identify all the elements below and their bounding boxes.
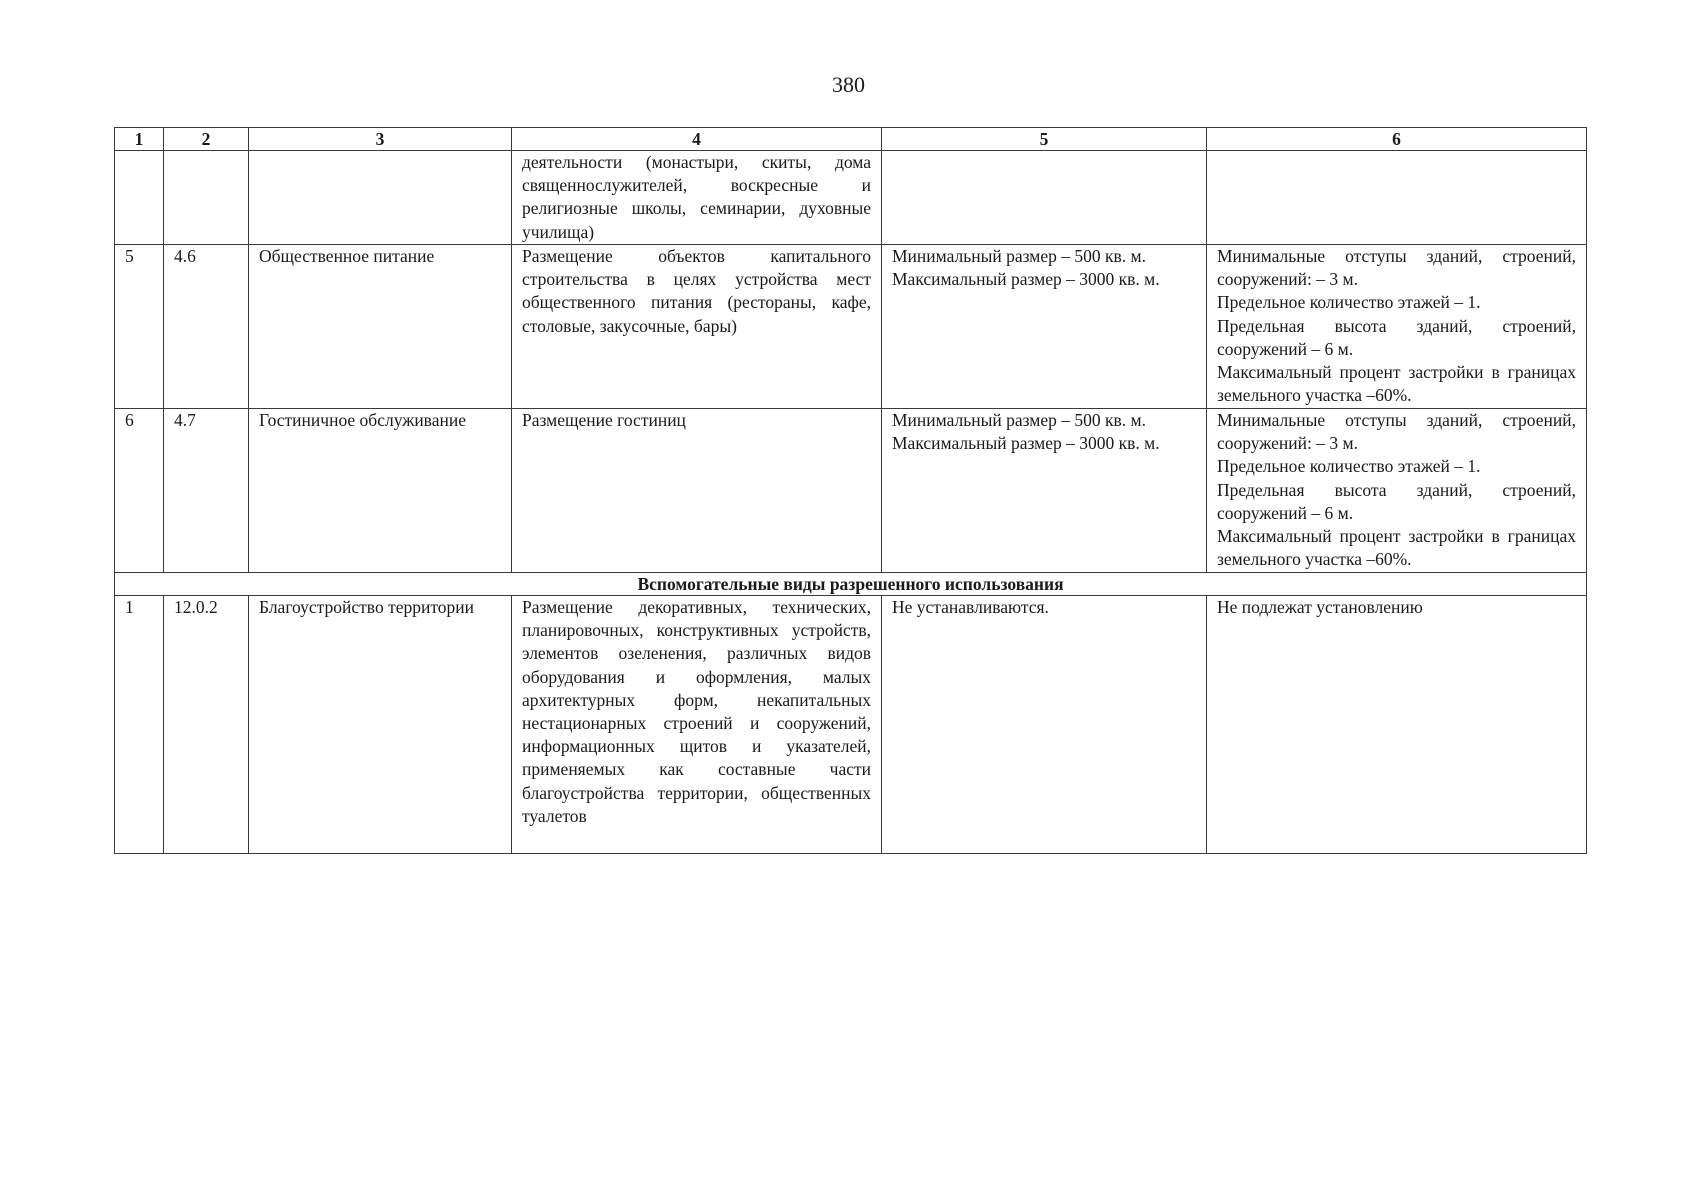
row-params: [1207, 409, 1587, 573]
table-header-row: [115, 128, 1587, 151]
size-line: Максимальный размер – 3000 кв. м.: [892, 433, 1160, 454]
param-line: Максимальный процент застройки в границах земельного участка –60%.: [1217, 362, 1576, 406]
row-params: [1207, 245, 1587, 409]
row-size: [882, 409, 1207, 573]
param-line: Предельная высота зданий, строений, сооружений – 6 м.: [1217, 479, 1576, 523]
row-description: Размещение декоративных, технических, планировочных, конструктивных устройств, элементов озеленения, различных видов оборудования и оформления, малых архитектурных форм, некапитальных нестационарных строений и сооружений, информационных щитов и указателей, применяемых как составные части благоустройства территории, общественных туалетов: [512, 596, 882, 854]
size-line: Не устанавливаются.: [892, 597, 1049, 617]
column-header: 6: [1207, 128, 1587, 151]
column-header: 3: [249, 128, 512, 151]
row-description: Размещение гостиниц: [512, 409, 882, 573]
size-line: Минимальный размер – 500 кв. м.: [892, 410, 1146, 430]
section-row: [115, 573, 1587, 596]
table-row: [115, 596, 1587, 854]
row-params: [1207, 596, 1587, 854]
row-size: [882, 596, 1207, 854]
row-code: 4.6: [164, 245, 249, 409]
row-name: Гостиничное обслуживание: [249, 409, 512, 573]
row-name: Благоустройство территории: [249, 596, 512, 854]
row-params: [1207, 151, 1587, 245]
row-code: 4.7: [164, 409, 249, 573]
column-header: 4: [512, 128, 882, 151]
param-line: Не подлежат установлению: [1217, 597, 1423, 617]
section-title: Вспомогательные виды разрешенного использования: [115, 573, 1587, 596]
param-line: Предельное количество этажей – 1.: [1217, 456, 1481, 477]
page-number: 380: [832, 72, 865, 97]
size-line: Максимальный размер – 3000 кв. м.: [892, 269, 1160, 290]
column-header: 2: [164, 128, 249, 151]
row-size: [882, 151, 1207, 245]
param-line: Предельная высота зданий, строений, сооружений – 6 м.: [1217, 315, 1576, 359]
row-size: [882, 245, 1207, 409]
param-line: Предельное количество этажей – 1.: [1217, 292, 1481, 313]
row-name: Общественное питание: [249, 245, 512, 409]
param-line: Максимальный процент застройки в границах земельного участка –60%.: [1217, 526, 1576, 570]
row-name: [249, 151, 512, 245]
row-description: Размещение объектов капитального строительства в целях устройства мест общественного питания (рестораны, кафе, столовые, закусочные, бары): [512, 245, 882, 409]
column-header: 5: [882, 128, 1207, 151]
table-row: [115, 245, 1587, 409]
land-use-table: [114, 127, 1587, 854]
row-number: 1: [115, 596, 164, 854]
column-header: 1: [115, 128, 164, 151]
table-row: [115, 409, 1587, 573]
row-number: 5: [115, 245, 164, 409]
row-number: 6: [115, 409, 164, 573]
param-line: Минимальные отступы зданий, строений, сооружений: – 3 м.: [1217, 246, 1576, 290]
row-description: деятельности (монастыри, скиты, дома священнослужителей, воскресные и религиозные школы, семинарии, духовные училища): [512, 151, 882, 245]
row-number: [115, 151, 164, 245]
row-code: [164, 151, 249, 245]
table-row: [115, 151, 1587, 245]
row-code: 12.0.2: [164, 596, 249, 854]
size-line: Минимальный размер – 500 кв. м.: [892, 246, 1146, 266]
param-line: Минимальные отступы зданий, строений, сооружений: – 3 м.: [1217, 410, 1576, 454]
